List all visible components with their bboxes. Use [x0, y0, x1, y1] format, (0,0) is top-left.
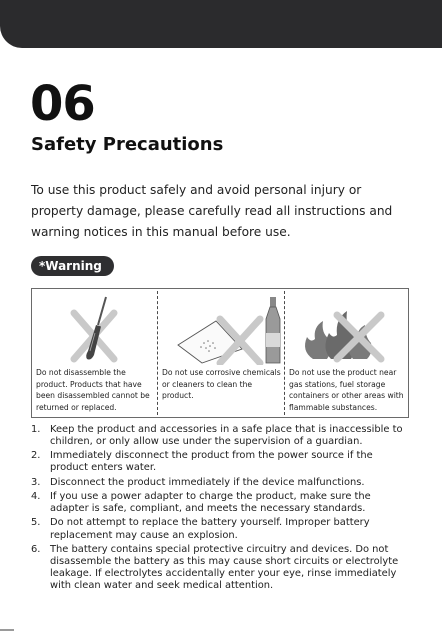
- item-text: The battery contains special protective circuitry and devices. Do not disassemble the battery as this may cause short circuits or electrolyte leakage. If electrolytes accidentally enter your eye, rinse immediately with clean water and seek medical attention.: [50, 543, 399, 592]
- item-number: 4.: [31, 491, 41, 503]
- warning-panel-disassemble: [32, 289, 157, 417]
- section-number: 06: [30, 76, 95, 132]
- intro-paragraph: To use this product safely and avoid personal injury or property damage, please carefully read all instructions and warning notices in this manual before use.: [31, 183, 393, 239]
- chemicals-prohibited-icon: [158, 293, 284, 365]
- item-number: 1.: [31, 424, 41, 435]
- item-number: 3.: [31, 476, 41, 488]
- header-bar: [0, 0, 442, 48]
- item-number: 2.: [31, 450, 41, 462]
- warning-panel-flammable: [285, 289, 409, 417]
- warning-panel-chemicals: [158, 289, 284, 417]
- warning-badge: *Warning: [31, 256, 114, 276]
- list-item: [31, 477, 411, 489]
- list-item: [31, 424, 411, 448]
- item-text: Do not attempt to replace the battery yourself. Improper battery replacement may cause an explosion.: [50, 517, 370, 541]
- item-text: If you use a power adapter to charge the product, make sure the adapter is safe, compliant, and meets the necessary standards.: [50, 491, 371, 515]
- fire-prohibited-icon: [285, 293, 409, 365]
- item-number: 5.: [31, 517, 41, 529]
- warning-text: Do not use the product near gas stations, fuel storage containers or other areas with flammable substances.: [289, 368, 404, 412]
- item-text: Disconnect the product immediately if the device malfunctions.: [50, 476, 365, 488]
- instruction-list: [31, 424, 411, 594]
- item-text: Immediately disconnect the product from the power source if the product enters water.: [50, 450, 373, 474]
- list-item: [31, 517, 411, 541]
- warning-text: Do not use corrosive chemicals or cleaners to clean the product.: [162, 368, 281, 400]
- item-number: 6.: [31, 543, 41, 555]
- warning-box: [31, 288, 409, 418]
- list-item: [31, 544, 411, 592]
- section-title: Safety Precautions: [31, 134, 224, 155]
- list-item: [31, 450, 411, 474]
- screwdriver-prohibited-icon: [32, 293, 157, 365]
- item-text: Keep the product and accessories in a safe place that is inaccessible to children, or only allow use under the supervision of a guardian.: [50, 424, 403, 448]
- warning-text: Do not disassemble the product. Products that have been disassembled cannot be returned or replaced.: [36, 368, 150, 412]
- list-item: [31, 491, 411, 515]
